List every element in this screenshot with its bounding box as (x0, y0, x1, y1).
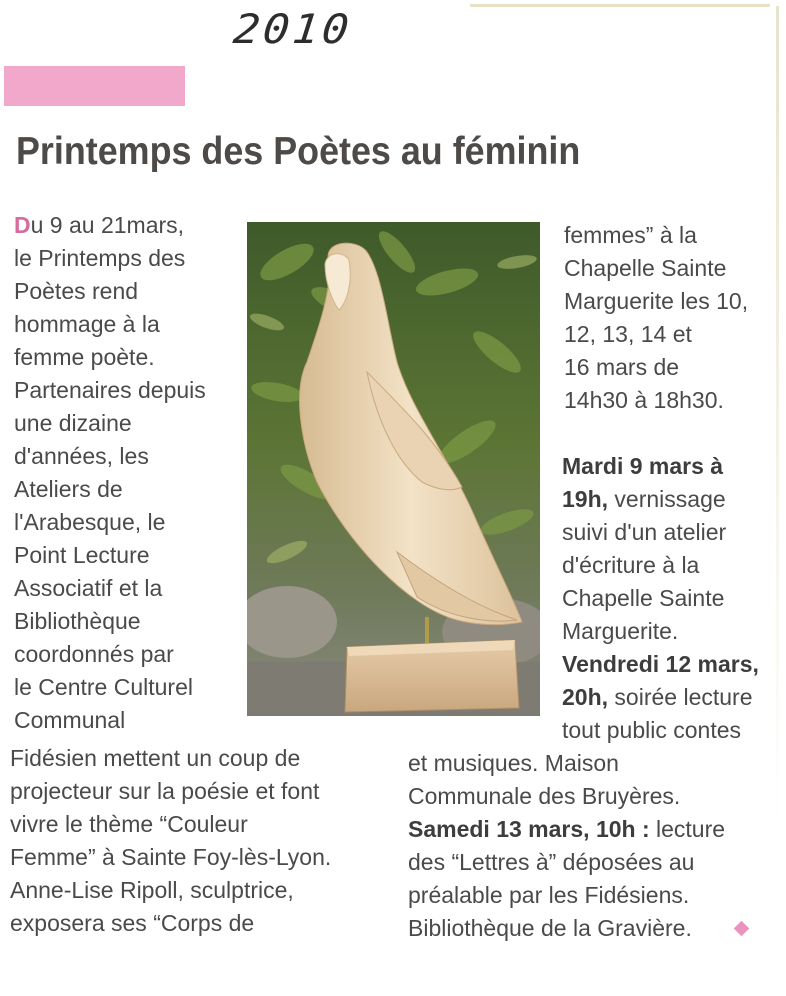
pink-diamond-icon (734, 921, 750, 937)
col1-line-2: le Printemps des (14, 245, 186, 271)
col1-line-15: le Centre Culturel (14, 674, 193, 700)
handwritten-year: 2010 (231, 6, 354, 53)
col1-line-11: Point Lecture (14, 542, 150, 568)
scan-frame-right (776, 6, 779, 826)
bottom-left-line-6: exposera ses “Corps de (10, 910, 255, 936)
col1-line-4: hommage à la (14, 311, 160, 337)
event-3-line-2: des “Lettres à” déposées au (408, 849, 695, 875)
sculpture-illustration (247, 222, 540, 716)
event-2-line-5: Communale des Bruyères. (408, 783, 681, 809)
event-3-line-1: Samedi 13 mars, 10h : lecture (408, 816, 726, 842)
col2-line-2: Chapelle Sainte (564, 255, 727, 281)
bottom-left-line-3: vivre le thème “Couleur (10, 811, 248, 837)
event-1-time: 19h, (562, 486, 609, 512)
col1-line-10: l'Arabesque, le (14, 509, 166, 535)
event-2-line-4: et musiques. Maison (408, 750, 619, 776)
event-1-date: Mardi 9 mars à (562, 453, 724, 479)
col1-line-8: d'années, les (14, 443, 149, 469)
col1-line-6: Partenaires depuis (14, 377, 206, 403)
article-title: Printemps des Poètes au féminin (16, 130, 581, 173)
scan-frame-top (470, 4, 770, 7)
event-1-line-3: suivi d'un atelier (562, 519, 727, 545)
col1-line-13: Bibliothèque (14, 608, 141, 634)
event-2-time: 20h, (562, 684, 609, 710)
event-2-line-3: tout public contes (562, 717, 742, 743)
drop-cap: D (14, 212, 31, 238)
bottom-left-line-2: projecteur sur la poésie et font (10, 778, 320, 804)
event-1-line-5: Chapelle Sainte (562, 585, 725, 611)
col2-line-5: 16 mars de (564, 354, 680, 380)
col1-line-3: Poètes rend (14, 278, 139, 304)
col1-line-16: Communal (14, 707, 126, 733)
col1-line-5: femme poète. (14, 344, 155, 370)
bottom-left-line-5: Anne-Lise Ripoll, sculptrice, (10, 877, 294, 903)
bottom-left-line-1: Fidésien mettent un coup de (10, 745, 301, 771)
col1-line-12: Associatif et la (14, 575, 163, 601)
col2-line-4: 12, 13, 14 et (564, 321, 692, 347)
col1-line-9: Ateliers de (14, 476, 123, 502)
bottom-left-line-4: Femme” à Sainte Foy-lès-Lyon. (10, 844, 332, 870)
col2-line-6: 14h30 à 18h30. (564, 387, 724, 413)
event-2-line-2: 20h, soirée lecture (562, 684, 753, 710)
col1-line-1: Du 9 au 21mars, (14, 212, 185, 238)
event-1-line-6: Marguerite. (562, 618, 679, 644)
col2-line-3: Marguerite les 10, (564, 288, 749, 314)
col2-line-1: femmes” à la (564, 222, 697, 248)
event-3-line-3: préalable par les Fidésiens. (408, 882, 690, 908)
event-1-line-4: d'écriture à la (562, 552, 700, 578)
col1-line-14: coordonnés par (14, 641, 174, 667)
event-3-date: Samedi 13 mars, 10h : (408, 816, 650, 842)
section-color-bar (4, 66, 185, 106)
event-1-line-2: 19h, vernissage (562, 486, 726, 512)
col1-line-7: une dizaine (14, 410, 132, 436)
sculpture-photo (247, 222, 540, 716)
event-2-date: Vendredi 12 mars, (562, 651, 759, 677)
event-3-line-4: Bibliothèque de la Gravière. (408, 915, 692, 941)
